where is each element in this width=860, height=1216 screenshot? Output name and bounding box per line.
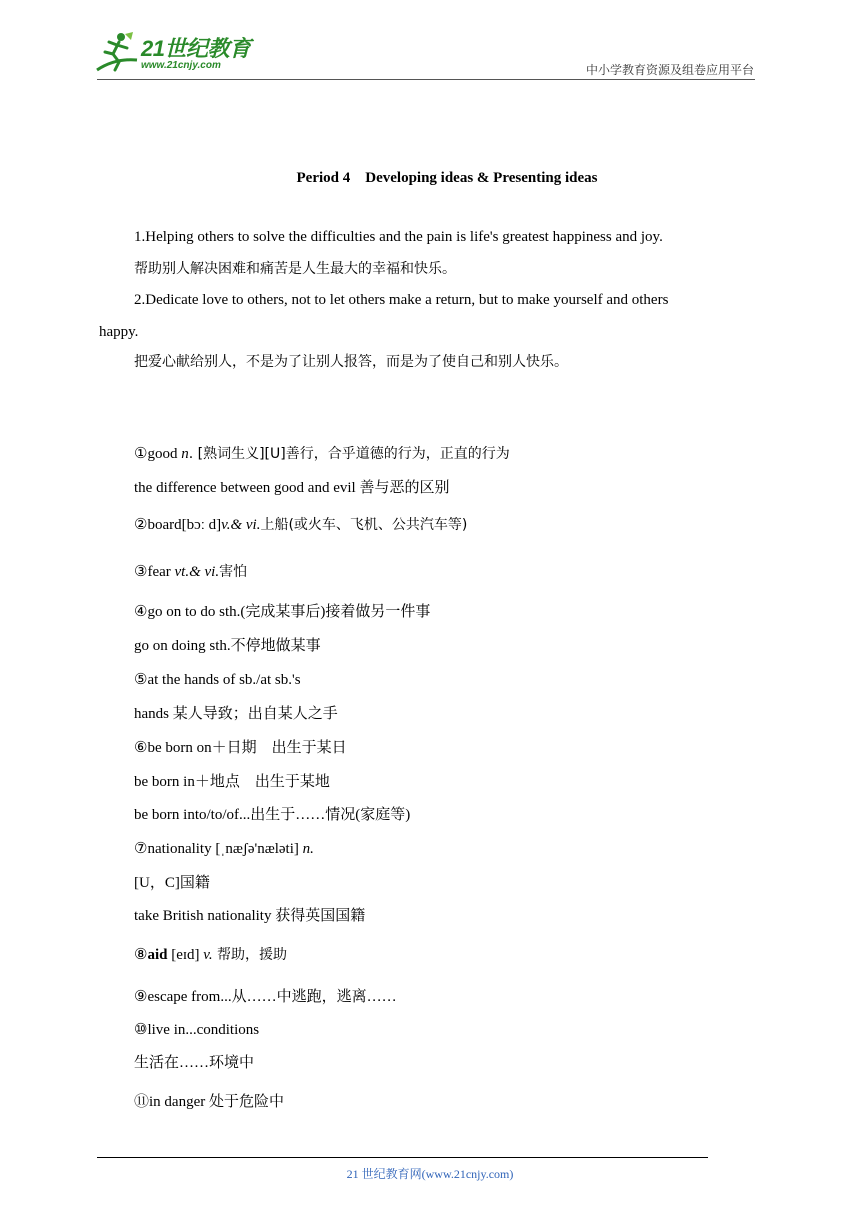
vocab-item-escape: ⑨escape from...从……中逃跑，逃离…… <box>134 989 397 1005</box>
vocab-item-born-2: be born in＋地点 出生于某地 <box>134 774 330 790</box>
quote-2-en-line1: 2.Dedicate love to others, not to let others make a return, but to make yourself and others <box>134 292 669 308</box>
vocab-word: ③fear <box>134 564 171 580</box>
vocab-item-live-2: 生活在……环境中 <box>134 1055 255 1071</box>
vocab-pos: v. <box>203 947 213 963</box>
vocab-pos: n. <box>302 841 314 857</box>
vocab-meaning: 上船(或火车、飞机、公共汽车等) <box>260 517 468 533</box>
vocab-phonetic: [eɪd] <box>167 947 204 963</box>
header-divider <box>97 79 755 80</box>
vocab-meaning: . [熟词生义][U]善行，合乎道德的行为，正直的行为 <box>188 446 510 462</box>
vocab-word: ②board[bɔː d] <box>134 517 222 533</box>
vocab-word: ①good <box>134 446 178 462</box>
vocab-meaning: 害怕 <box>219 564 248 580</box>
page-title: Period 4 Developing ideas & Presenting ideas <box>296 170 598 186</box>
quote-1-cn: 帮助别人解决困难和痛苦是人生最大的幸福和快乐。 <box>134 261 456 277</box>
logo-text: 21世纪教育 <box>141 36 251 61</box>
quote-2-cn: 把爱心献给别人，不是为了让别人报答，而是为了使自己和别人快乐。 <box>134 354 568 370</box>
vocab-word: aid <box>147 947 168 963</box>
vocab-pos: v.& vi. <box>221 517 261 533</box>
vocab-pos: n <box>181 446 189 462</box>
page-header <box>0 0 860 90</box>
vocab-item-nationality <box>134 839 314 859</box>
vocab-item-live-1: ⑩live in...conditions <box>134 1022 260 1038</box>
vocab-item-aid <box>134 945 287 965</box>
vocab-item-fear <box>134 562 247 582</box>
vocab-item-go-on-2: go on doing sth.不停地做某事 <box>134 638 321 654</box>
vocab-item-hands-2: hands 某人导致；出自某人之手 <box>134 706 338 722</box>
vocab-item-born-1: ⑥be born on＋日期 出生于某日 <box>134 740 347 756</box>
vocab-example-good: the difference between good and evil 善与恶的区别 <box>134 480 450 496</box>
vocab-item-nationality-meaning: [U，C]国籍 <box>134 875 210 891</box>
vocab-item-born-3: be born into/to/of...出生于……情况(家庭等) <box>134 807 411 823</box>
footer-divider <box>97 1157 708 1158</box>
vocab-item-nationality-example: take British nationality 获得英国国籍 <box>134 908 366 924</box>
vocab-word: ⑦nationality [ˌnæʃə'næləti] <box>134 841 299 857</box>
vocab-pos: vt.& vi. <box>174 564 220 580</box>
vocab-item-board <box>134 515 467 535</box>
vocab-number: ⑧ <box>134 947 148 963</box>
vocab-item-good <box>134 444 510 464</box>
header-platform-text: 中小学教育资源及组卷应用平台 <box>585 63 754 77</box>
vocab-item-hands-1: ⑤at the hands of sb./at sb.'s <box>134 672 301 688</box>
vocab-item-go-on-1: ④go on to do sth.(完成某事后)接着做另一件事 <box>134 604 431 620</box>
quote-1-en: 1.Helping others to solve the difficulties and the pain is life's greatest happiness and joy. <box>134 229 663 245</box>
quote-2-en-line2: happy. <box>99 324 139 340</box>
logo <box>95 30 260 78</box>
vocab-meaning: 帮助，援助 <box>212 947 288 963</box>
footer-site-link[interactable]: 21 世纪教育网(www.21cnjy.com) <box>346 1167 514 1181</box>
runner-logo-icon <box>95 30 139 74</box>
logo-url: www.21cnjy.com <box>141 60 221 71</box>
vocab-item-danger: ⑪in danger 处于危险中 <box>134 1094 284 1110</box>
